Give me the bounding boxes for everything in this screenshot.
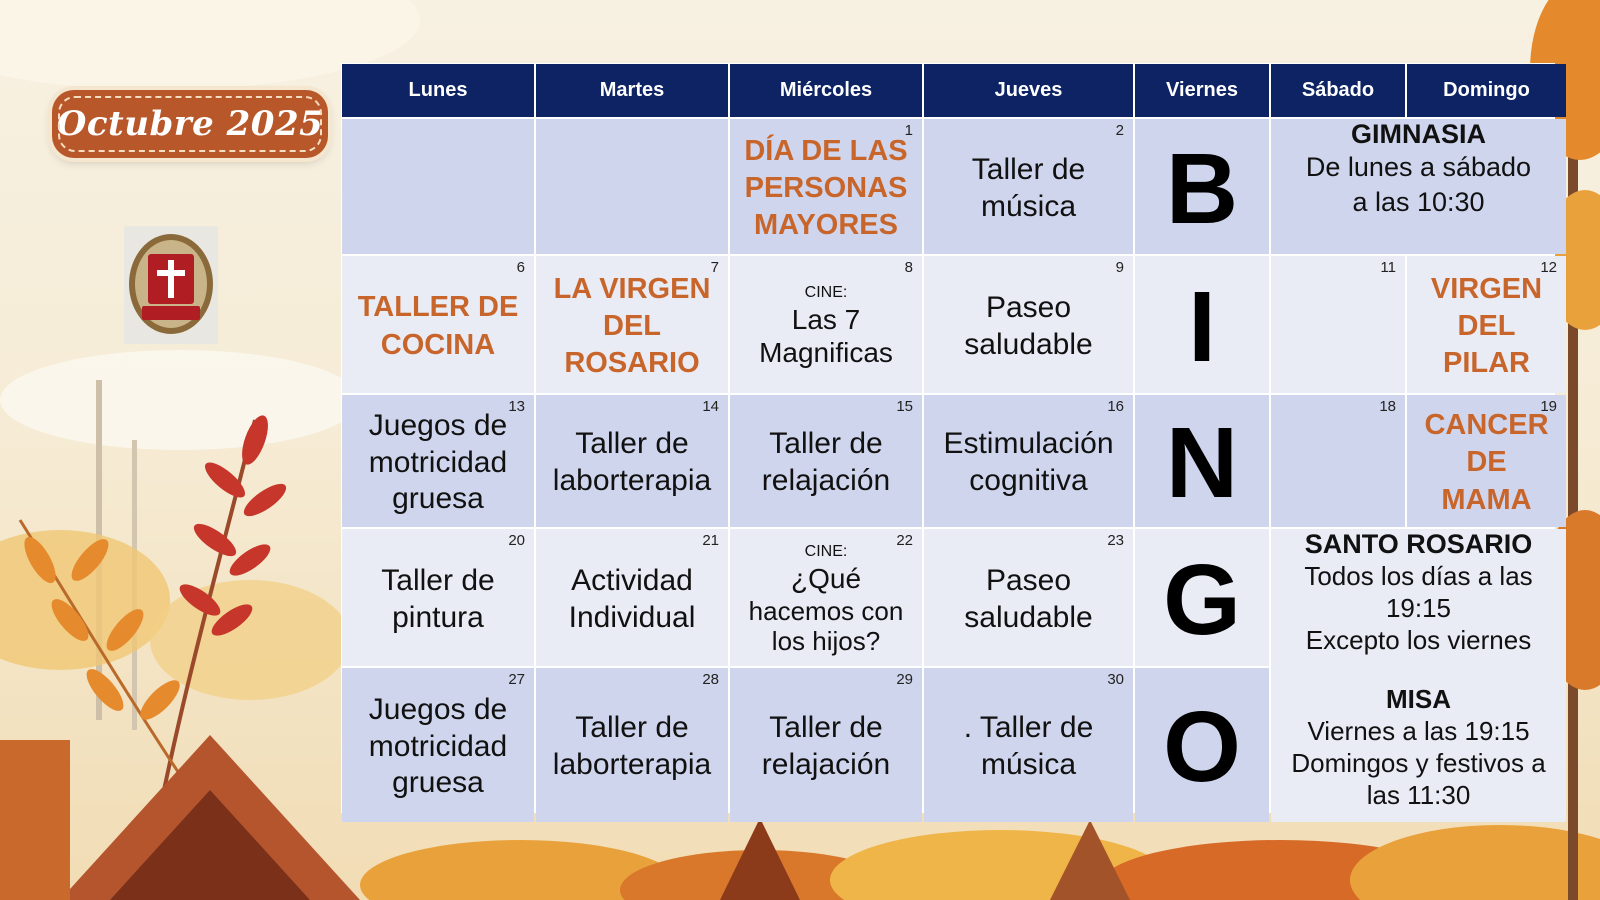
day-number: 20 (508, 532, 525, 549)
activity-line: DEL (603, 309, 661, 342)
activity-line: gruesa (392, 766, 484, 800)
weekday-header-miercoles: Miércoles (730, 64, 922, 117)
day-cell-28 (536, 668, 728, 822)
day-cell-27 (342, 668, 534, 822)
weekday-header-lunes: Lunes (342, 64, 534, 117)
empty-day-cell (536, 119, 728, 254)
day-cell-20 (342, 529, 534, 666)
day-cell-13 (342, 395, 534, 527)
day-cell-22 (730, 529, 922, 666)
weekday-header-jueves: Jueves (924, 64, 1133, 117)
activity-line: laborterapia (552, 748, 712, 781)
misa-sundays: Domingos y festivos a (1291, 748, 1546, 779)
gimnasia-title: GIMNASIA (1351, 119, 1486, 149)
activity-line: relajación (761, 464, 891, 497)
weekday-header-martes: Martes (536, 64, 728, 117)
activity-line: Estimulación (943, 427, 1114, 461)
day-number: 11 (1380, 259, 1396, 276)
day-cell-29 (730, 668, 922, 822)
day-number: 1 (904, 122, 913, 139)
rosario-misa-info (1271, 529, 1566, 822)
day-number: 13 (508, 398, 525, 415)
activity-line: Taller de (769, 427, 883, 461)
day-number: 29 (896, 671, 913, 688)
day-number: 21 (702, 532, 719, 549)
rosario-title: SANTO ROSARIO (1304, 529, 1533, 559)
activity-line: motricidad (368, 445, 508, 479)
bingo-letter: O (1163, 691, 1241, 803)
activity-line: Taller de (575, 711, 689, 745)
day-number: 12 (1540, 259, 1557, 276)
page-title: Octubre 2025 (56, 104, 324, 144)
day-number: 14 (702, 398, 719, 415)
rosario-schedule: Todos los días a las (1304, 561, 1533, 591)
day-cell-23 (924, 529, 1133, 666)
activity-line: Paseo (985, 290, 1072, 324)
activity-line: Taller de (769, 711, 883, 745)
activity-line: TALLER DE (357, 291, 519, 324)
activity-line: Paseo (985, 563, 1072, 597)
day-number: 27 (508, 671, 525, 688)
rosario-exception: Excepto los viernes (1305, 625, 1532, 656)
day-cell-1 (730, 119, 922, 254)
weekday-header-viernes: Viernes (1135, 64, 1269, 117)
gimnasia-time: a las 10:30 (1352, 186, 1485, 217)
activity-line: DEL (1457, 309, 1516, 342)
day-number: 19 (1540, 398, 1557, 415)
day-number: 6 (516, 259, 525, 276)
bingo-letter-i (1135, 256, 1269, 393)
day-number: 22 (896, 532, 913, 549)
activity-line: cognitiva (969, 464, 1088, 497)
activity-line: ROSARIO (564, 347, 700, 380)
activity-line: Individual (568, 600, 696, 634)
misa-sundays-time: las 11:30 (1366, 780, 1471, 811)
day-number: 15 (896, 398, 913, 415)
activity-line: saludable (964, 600, 1093, 634)
bingo-letter-o (1135, 668, 1269, 822)
movie-title-line: Las 7 (791, 304, 861, 336)
activity-line: Juegos de (368, 409, 508, 443)
activity-line: música (980, 748, 1077, 781)
movie-title-line: Magnificas (759, 336, 893, 368)
activity-line: Juegos de (368, 693, 508, 727)
charitas-emblem-icon (124, 226, 218, 344)
day-number: 18 (1379, 398, 1396, 415)
activity-line: DE (1466, 446, 1507, 479)
activity-line: MAYORES (754, 209, 898, 242)
misa-title: MISA (1386, 683, 1451, 714)
activity-line: LA VIRGEN (553, 272, 711, 305)
activity-line: motricidad (368, 729, 508, 763)
activity-line: relajación (761, 748, 891, 781)
day-cell-16 (924, 395, 1133, 527)
day-cell-18 (1271, 395, 1405, 527)
weekday-header-domingo: Domingo (1407, 64, 1566, 117)
day-cell-2 (924, 119, 1133, 254)
day-number: 8 (904, 259, 913, 276)
month-badge (52, 90, 328, 158)
activity-line: Taller de (381, 563, 495, 597)
bingo-letter-n (1135, 395, 1269, 527)
day-cell-6 (342, 256, 534, 393)
weekday-header-sabado: Sábado (1271, 64, 1405, 117)
charitas-logo (124, 226, 218, 344)
bingo-letter: I (1188, 270, 1216, 383)
day-number: 16 (1107, 398, 1124, 415)
activity-line: saludable (964, 327, 1093, 361)
activity-line: DÍA DE LAS (744, 134, 908, 167)
movie-title-line: los hijos? (771, 625, 881, 656)
day-number: 28 (702, 671, 719, 688)
day-cell-15 (730, 395, 922, 527)
day-cell-12 (1407, 256, 1566, 393)
day-cell-11 (1271, 256, 1405, 393)
activity-line: PERSONAS (744, 171, 908, 204)
day-number: 30 (1107, 671, 1124, 688)
activity-line: pintura (392, 600, 484, 634)
activity-line: gruesa (392, 482, 484, 516)
movie-title-line: hacemos con (748, 595, 904, 626)
bingo-letter: B (1165, 132, 1239, 245)
day-cell-7 (536, 256, 728, 393)
activity-line: VIRGEN (1430, 272, 1543, 305)
day-cell-8 (730, 256, 922, 393)
day-number: 2 (1115, 122, 1124, 139)
gimnasia-info (1271, 119, 1566, 254)
bingo-letter-g (1135, 529, 1269, 666)
bingo-letter: N (1165, 407, 1239, 519)
day-cell-30 (924, 668, 1133, 822)
activity-line: música (980, 189, 1077, 223)
cine-label: CINE: (804, 284, 848, 302)
day-cell-19 (1407, 395, 1566, 527)
bingo-letter: G (1163, 543, 1241, 656)
empty-day-cell (342, 119, 534, 254)
rosario-time: 19:15 (1385, 593, 1452, 624)
gimnasia-schedule: De lunes a sábado (1305, 152, 1532, 182)
day-cell-9 (924, 256, 1133, 393)
activity-line: PILAR (1443, 347, 1530, 380)
day-cell-21 (536, 529, 728, 666)
day-number: 7 (710, 259, 719, 276)
activity-line: . Taller de (963, 711, 1094, 745)
activity-line: Taller de (575, 427, 689, 461)
activity-line: Taller de (971, 152, 1086, 186)
activity-line: CANCER (1424, 409, 1549, 442)
activity-line: MAMA (1441, 483, 1532, 516)
bingo-letter-b (1135, 119, 1269, 254)
movie-title-line: ¿Qué (790, 563, 862, 595)
day-number: 9 (1115, 259, 1124, 276)
activity-line: laborterapia (552, 464, 712, 497)
day-number: 23 (1107, 532, 1124, 549)
cine-label: CINE: (804, 543, 848, 561)
october-calendar-grid (341, 63, 1555, 813)
misa-friday: Viernes a las 19:15 (1307, 715, 1530, 746)
day-cell-14 (536, 395, 728, 527)
activity-line: COCINA (380, 328, 496, 361)
activity-line: Actividad (571, 563, 693, 597)
